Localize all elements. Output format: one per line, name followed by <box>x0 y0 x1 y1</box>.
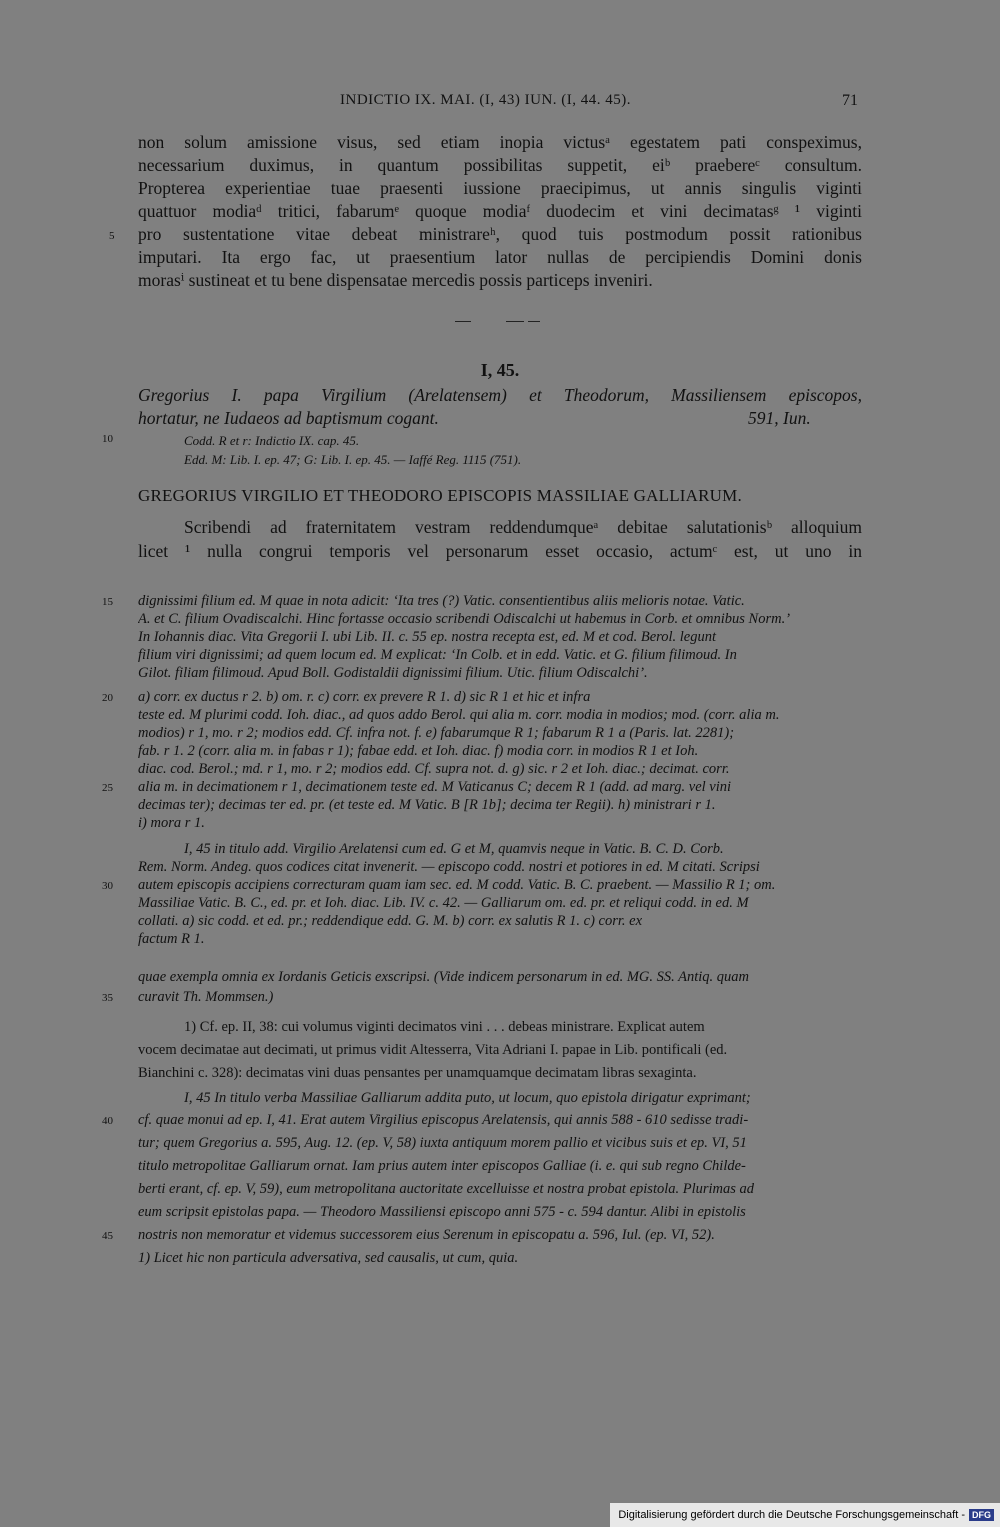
note-line: eum scripsit epistolas papa. — Theodoro Massiliensi episcopo anni 575 - c. 594 dantur. Alibi in epistolis <box>138 1204 746 1220</box>
body-line: imputari. Ita ergo fac, ut praesentium lator nullas de percipiendis Domini donis <box>138 247 862 267</box>
note-line: dignissimi filium ed. M quae in nota adicit: ‘Ita tres (?) Vatic. consentientibus aliis melioris notae. Vatic. <box>138 593 745 609</box>
separator-dash <box>528 321 540 322</box>
summary-line: hortatur, ne Iudaeos ad baptismum cogant. <box>138 408 439 428</box>
note-line: 1) Licet hic non particula adversativa, sed causalis, ut cum, quia. <box>138 1250 519 1266</box>
note-line: Rem. Norm. Andeg. quos codices citat invenerit. — episcopo codd. nostri et potiores in ed. M citati. Scripsi <box>138 859 760 875</box>
line-number: 25 <box>102 782 113 794</box>
letter-line: Scribendi ad fraternitatem vestram reddendumqueᵃ debitae salutationisᵇ alloquium <box>184 517 862 537</box>
note-line: vocem decimatae aut decimati, ut primus vidit Altesserra, Vita Adriani I. papae in Lib. pontificali (ed. <box>138 1042 728 1058</box>
funding-note: Digitalisierung gefördert durch die Deutsche Forschungsgemeinschaft - <box>618 1509 965 1521</box>
body-line: morasⁱ sustineat et tu bene dispensatae mercedis possis particeps inveniri. <box>138 270 653 290</box>
note-line: decimas ter); decimas ter ed. pr. (et teste ed. M Vatic. B [R 1b]; decima ter Regii). h) ministrari r 1. <box>138 797 716 813</box>
dfg-logo: DFG <box>969 1509 994 1521</box>
separator-dash <box>506 321 524 322</box>
letter-date: 591, Iun. <box>748 408 811 428</box>
note-line: factum R 1. <box>138 931 205 947</box>
note-line: a) corr. ex ductus r 2. b) om. r. c) corr. ex prevere R 1. d) sic R 1 et hic et infra <box>138 689 591 705</box>
line-number: 35 <box>102 992 113 1004</box>
note-line: fab. r 1. 2 (corr. alia m. in fabas r 1); fabae edd. et Ioh. diac. f) modia corr. in modios R 1 et Ioh. <box>138 743 699 759</box>
note-line: collati. a) sic codd. et ed. pr.; reddendique edd. G. M. b) corr. ex salutis R 1. c) corr. ex <box>138 913 643 929</box>
note-line: Gilot. filiam filimoud. Apud Boll. Godistaldii dignissimi filium. Utic. filium Odiscalchi’. <box>138 665 648 681</box>
note-line: A. et C. filium Ovadiscalchi. Hinc fortasse occasio scribendi Odiscalchi ut habemus in Corb. et omnibus Norm.’ <box>138 611 791 627</box>
note-line: cf. quae monui ad ep. I, 41. Erat autem Virgilius episcopus Arelatensis, qui annis 588 - 610 sedisse tradi- <box>138 1112 749 1128</box>
line-number: 10 <box>102 433 113 445</box>
note-line: diac. cod. Berol.; md. r 1, mo. r 2; modios edd. Cf. supra not. d. g) sic. r 2 et Ioh. diac.; decimat. corr. <box>138 761 730 777</box>
note-line: In Iohannis diac. Vita Gregorii I. ubi Lib. II. c. 55 ep. nostra recepta est, ed. M et cod. Berol. legunt <box>138 629 717 645</box>
line-number: 15 <box>102 596 113 608</box>
footer-bar <box>610 1503 1000 1527</box>
note-line: I, 45 in titulo add. Virgilio Arelatensi cum ed. G et M, quamvis neque in Vatic. B. C. D. Corb. <box>184 841 724 857</box>
note-line: titulo metropolitae Galliarum ornat. Iam prius autem inter episcopos Galliae (i. e. qui sub regno Childe- <box>138 1158 746 1174</box>
note-line: tur; quem Gregorius a. 595, Aug. 12. (ep. V, 58) iuxta antiquum morem pallio et vicibus suis et ep. VI, 51 <box>138 1135 747 1151</box>
body-line: non solum amissione visus, sed etiam inopia victusᵃ egestatem pati conspeximus, <box>138 132 862 152</box>
body-line: pro sustentatione vitae debeat ministrareʰ, quod tuis postmodum possit rationibus <box>138 224 862 244</box>
codices-line: Codd. R et r: Indictio IX. cap. 45. <box>184 433 360 448</box>
note-line: quae exempla omnia ex Iordanis Geticis exscripsi. (Vide indicem personarum in ed. MG. SS. Antiq. quam <box>138 969 750 985</box>
line-number: 30 <box>102 880 113 892</box>
note-line: 1) Cf. ep. II, 38: cui volumus viginti decimatos vini . . . debeas ministrare. Explicat autem <box>184 1019 705 1035</box>
note-line: Massiliae Vatic. B. C., ed. pr. et Ioh. diac. Lib. IV. c. 42. — Galliarum om. ed. pr. et reliqui codd. in ed. M <box>138 895 749 911</box>
note-line: berti erant, cf. ep. V, 59), eum metropolitana auctoritate excelluisse et nostra probat epistola. Plurimas ad <box>138 1181 755 1197</box>
running-header: INDICTIO IX. MAI. (I, 43) IUN. (I, 44. 45). <box>340 92 632 108</box>
note-line: curavit Th. Mommsen.) <box>138 989 274 1005</box>
body-line: Propterea experientiae tuae praesenti iussione praecipimus, ut annis singulis viginti <box>138 178 862 198</box>
line-number: 40 <box>102 1115 113 1127</box>
body-line: necessarium duximus, in quantum possibilitas suppetit, eiᵇ praebereᶜ consultum. <box>138 155 862 175</box>
letter-line: licet ¹ nulla congrui temporis vel personarum esset occasio, actumᶜ est, ut uno in <box>138 541 862 561</box>
body-line: quattuor modiaᵈ tritici, fabarumᵉ quoque modiaᶠ duodecim et vini decimatasᵍ ¹ viginti <box>138 201 862 221</box>
editions-line: Edd. M: Lib. I. ep. 47; G: Lib. I. ep. 45. — Iaffé Reg. 1115 (751). <box>184 452 522 467</box>
note-line: i) mora r 1. <box>138 815 205 831</box>
line-number: 5 <box>109 230 115 242</box>
letter-number: I, 45. <box>480 360 520 380</box>
note-line: modios) r 1, mo. r 2; modios edd. Cf. infra not. f. e) fabarumque R 1; fabarum R 1 a (Paris. lat. 2281); <box>138 725 735 741</box>
note-line: teste ed. M plurimi codd. Ioh. diac., ad quos addo Berol. qui alia m. corr. modia in modios; mod. (corr. alia m. <box>138 707 780 723</box>
page-number: 71 <box>842 92 858 109</box>
note-line: alia m. in decimationem r 1, decimationem teste ed. M Vaticanus C; decem R 1 (add. ad marg. vel vini <box>138 779 732 795</box>
note-line: nostris non memoratur et videmus successorem eius Serenum in episcopatu a. 596, Iul. (ep. VI, 52). <box>138 1227 715 1243</box>
letter-title: GREGORIUS VIRGILIO ET THEODORO EPISCOPIS MASSILIAE GALLIARUM. <box>138 486 742 505</box>
note-line: Bianchini c. 328): decimatas vini duas pensantes per unamquamque decimatam libras sexaginta. <box>138 1065 697 1081</box>
note-line: autem episcopis accipiens correcturam quam iam sec. ed. M codd. Vatic. B. C. praebent. — Massilio R 1; om. <box>138 877 776 893</box>
summary-line: Gregorius I. papa Virgilium (Arelatensem) et Theodorum, Massiliensem episcopos, <box>138 385 862 405</box>
separator-dash <box>455 321 471 322</box>
line-number: 20 <box>102 692 113 704</box>
note-line: filium viri dignissimi; ad quem locum ed. M explicat: ‘In Colb. et in edd. Vatic. et G. filium filimoud. In <box>138 647 737 663</box>
line-number: 45 <box>102 1230 113 1242</box>
note-line: I, 45 In titulo verba Massiliae Galliarum addita puto, ut locum, quo epistola dirigatur exprimant; <box>184 1090 751 1106</box>
